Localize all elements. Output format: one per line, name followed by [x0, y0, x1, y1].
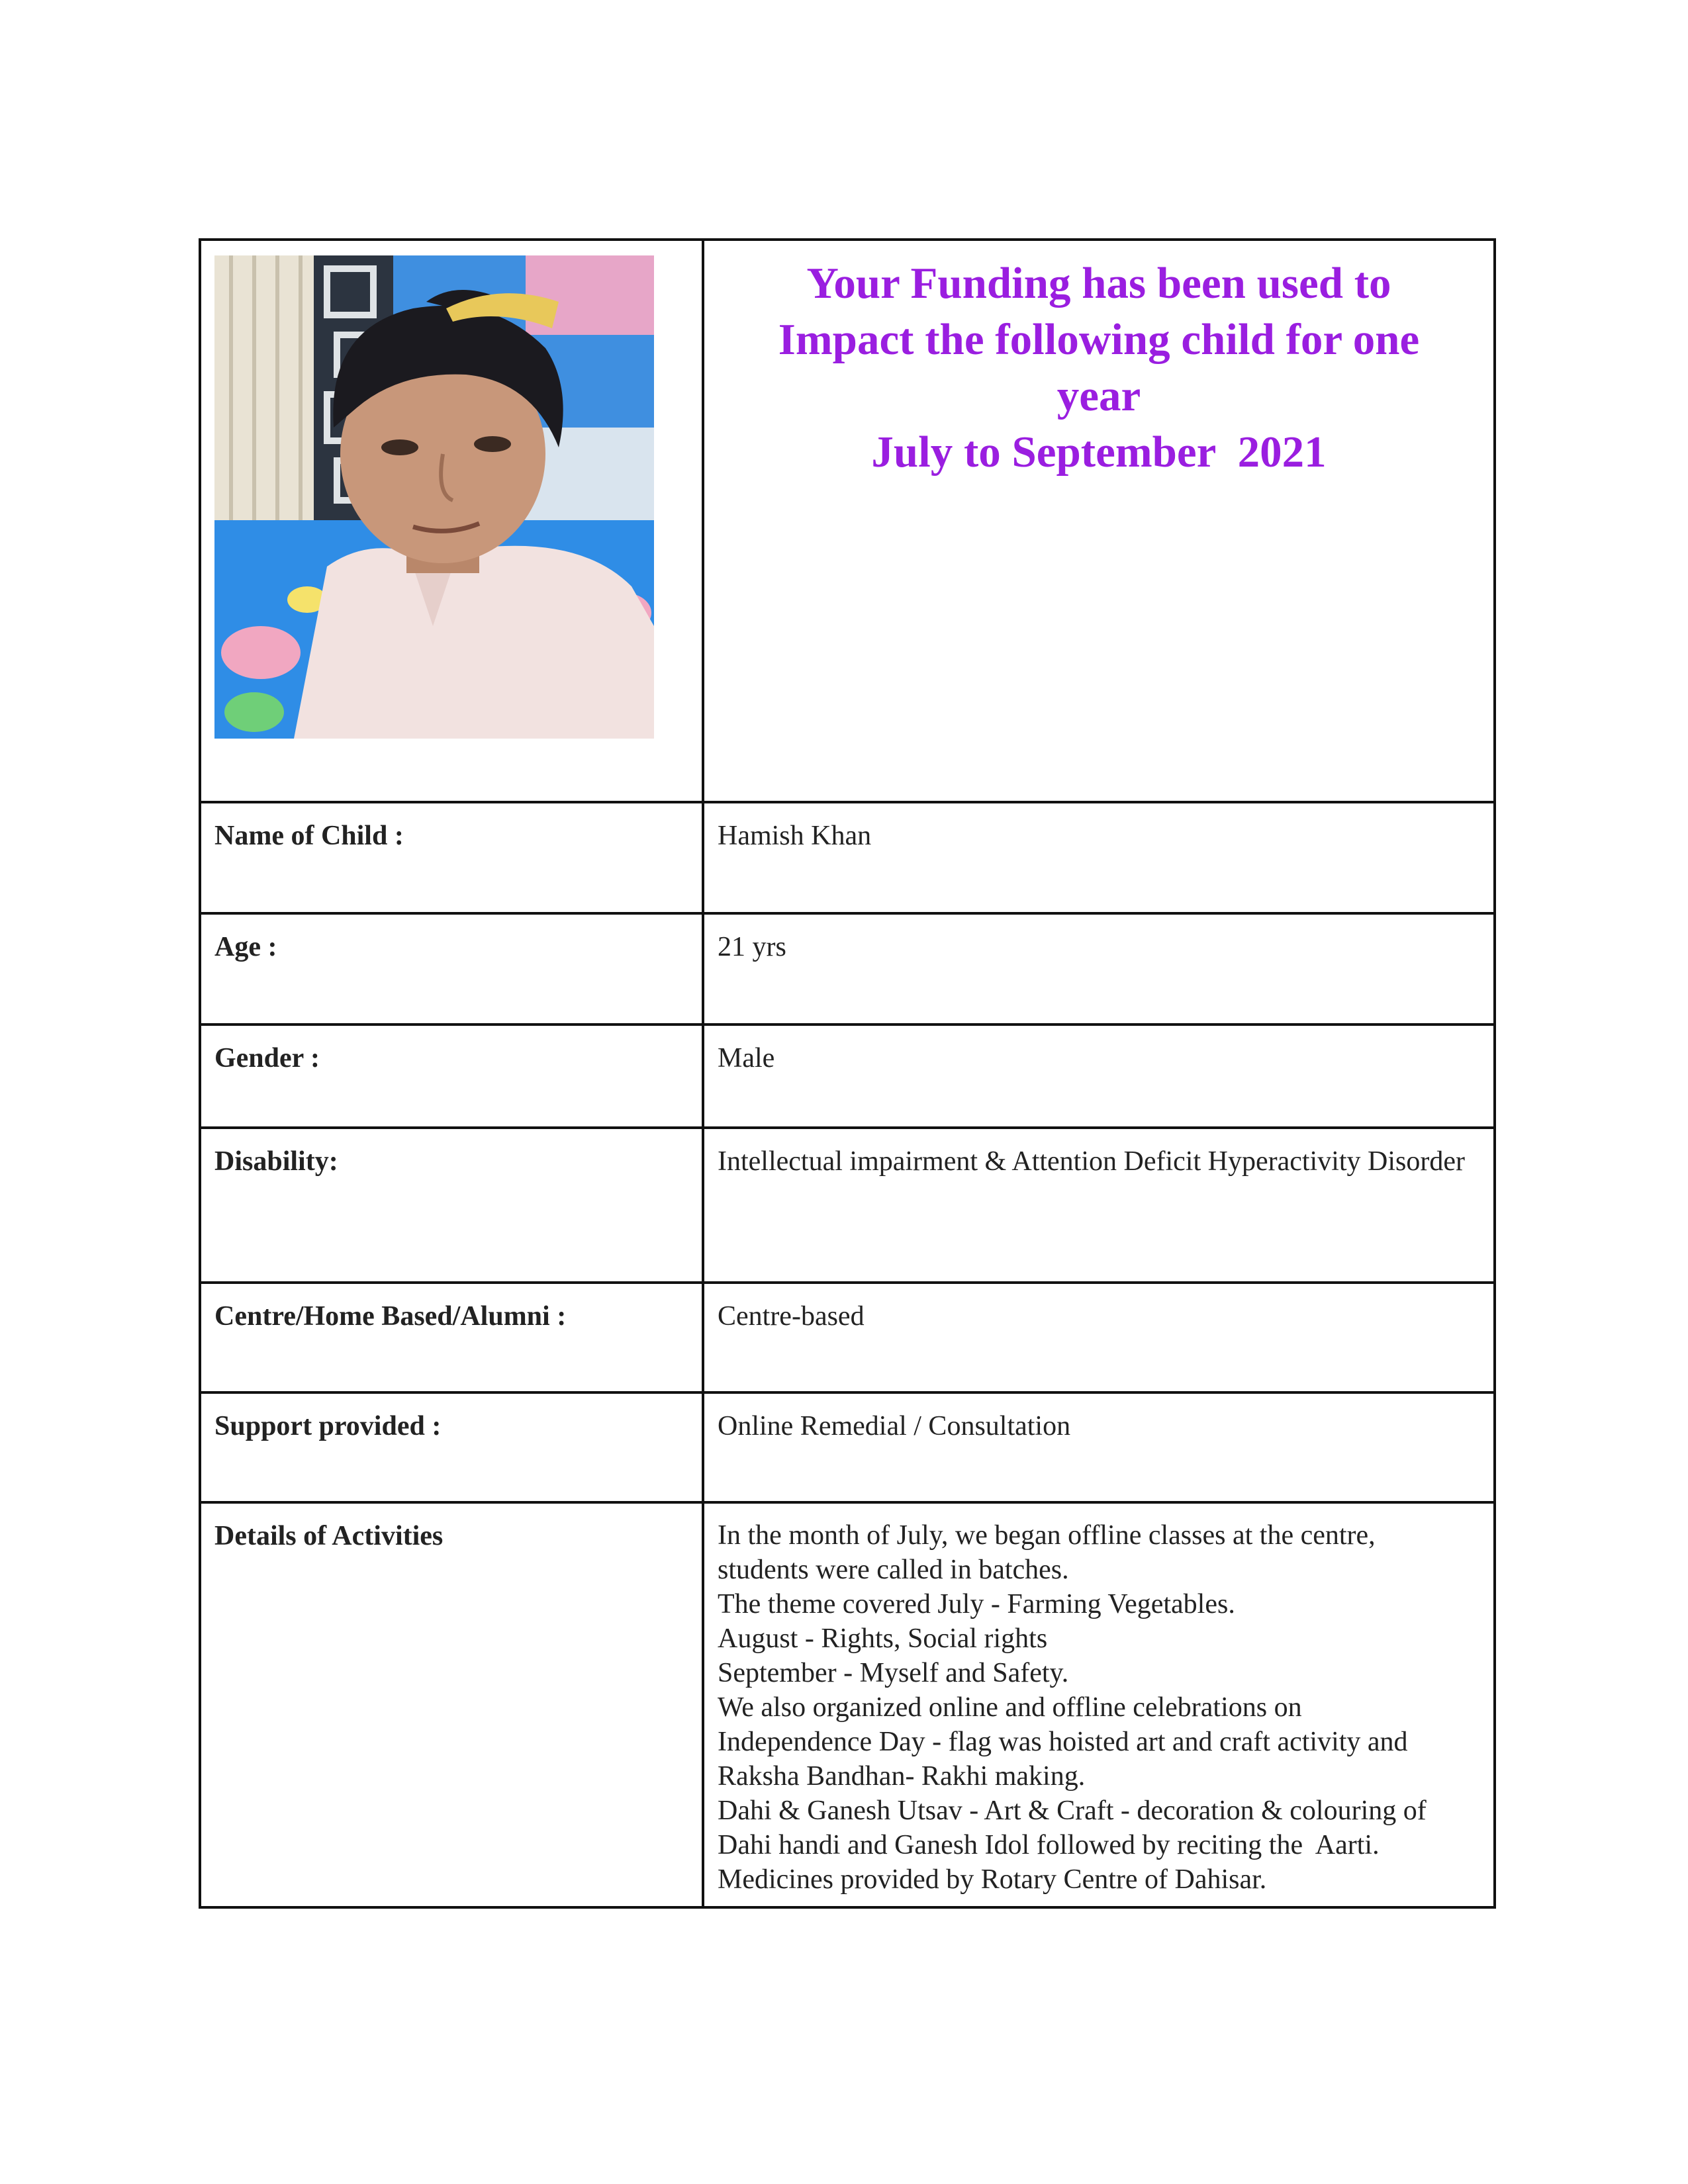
headline-line: July to September 2021 [871, 428, 1327, 477]
photo-cell [200, 240, 703, 802]
name-label: Name of Child : [200, 802, 703, 913]
details-line: Independence Day - flag was hoisted art and craft activity and [718, 1727, 1408, 1757]
disability-row [200, 1128, 1495, 1283]
details-line: In the month of July, we began offline classes at the centre, [718, 1520, 1376, 1551]
details-line: Dahi handi and Ganesh Idol followed by reciting the Aarti. [718, 1830, 1380, 1860]
funding-headline [731, 255, 1467, 480]
details-line: students were called in batches. [718, 1555, 1069, 1585]
details-label: Details of Activities [200, 1502, 703, 1907]
headline-cell [703, 240, 1495, 802]
child-photo [214, 255, 654, 739]
details-line: We also organized online and offline celebrations on [718, 1692, 1302, 1723]
gender-value: Male [703, 1024, 1495, 1128]
gender-row [200, 1024, 1495, 1128]
gender-label: Gender : [200, 1024, 703, 1128]
support-value: Online Remedial / Consultation [703, 1392, 1495, 1502]
support-row [200, 1392, 1495, 1502]
details-line: The theme covered July - Farming Vegetables. [718, 1589, 1235, 1619]
details-line: Dahi & Ganesh Utsav - Art & Craft - decoration & colouring of [718, 1796, 1427, 1826]
age-value: 21 yrs [703, 913, 1495, 1024]
name-value: Hamish Khan [703, 802, 1495, 913]
details-line: September - Myself and Safety. [718, 1658, 1069, 1688]
support-label: Support provided : [200, 1392, 703, 1502]
headline-line: year [1056, 371, 1141, 420]
child-report-table [199, 238, 1496, 1909]
details-value [703, 1502, 1495, 1907]
details-row [200, 1502, 1495, 1907]
headline-line: Your Funding has been used to [806, 259, 1391, 308]
photo-row [200, 240, 1495, 802]
age-label: Age : [200, 913, 703, 1024]
details-line: Raksha Bandhan- Rakhi making. [718, 1761, 1086, 1792]
details-line: Medicines provided by Rotary Centre of Dahisar. [718, 1864, 1267, 1895]
headline-line: Impact the following child for one [778, 315, 1420, 364]
centre-row [200, 1283, 1495, 1392]
name-row [200, 802, 1495, 913]
centre-label: Centre/Home Based/Alumni : [200, 1283, 703, 1392]
centre-value: Centre-based [703, 1283, 1495, 1392]
details-line: August - Rights, Social rights [718, 1623, 1048, 1654]
disability-label: Disability: [200, 1128, 703, 1283]
disability-value: Intellectual impairment & Attention Deficit Hyperactivity Disorder [703, 1128, 1495, 1283]
age-row [200, 913, 1495, 1024]
